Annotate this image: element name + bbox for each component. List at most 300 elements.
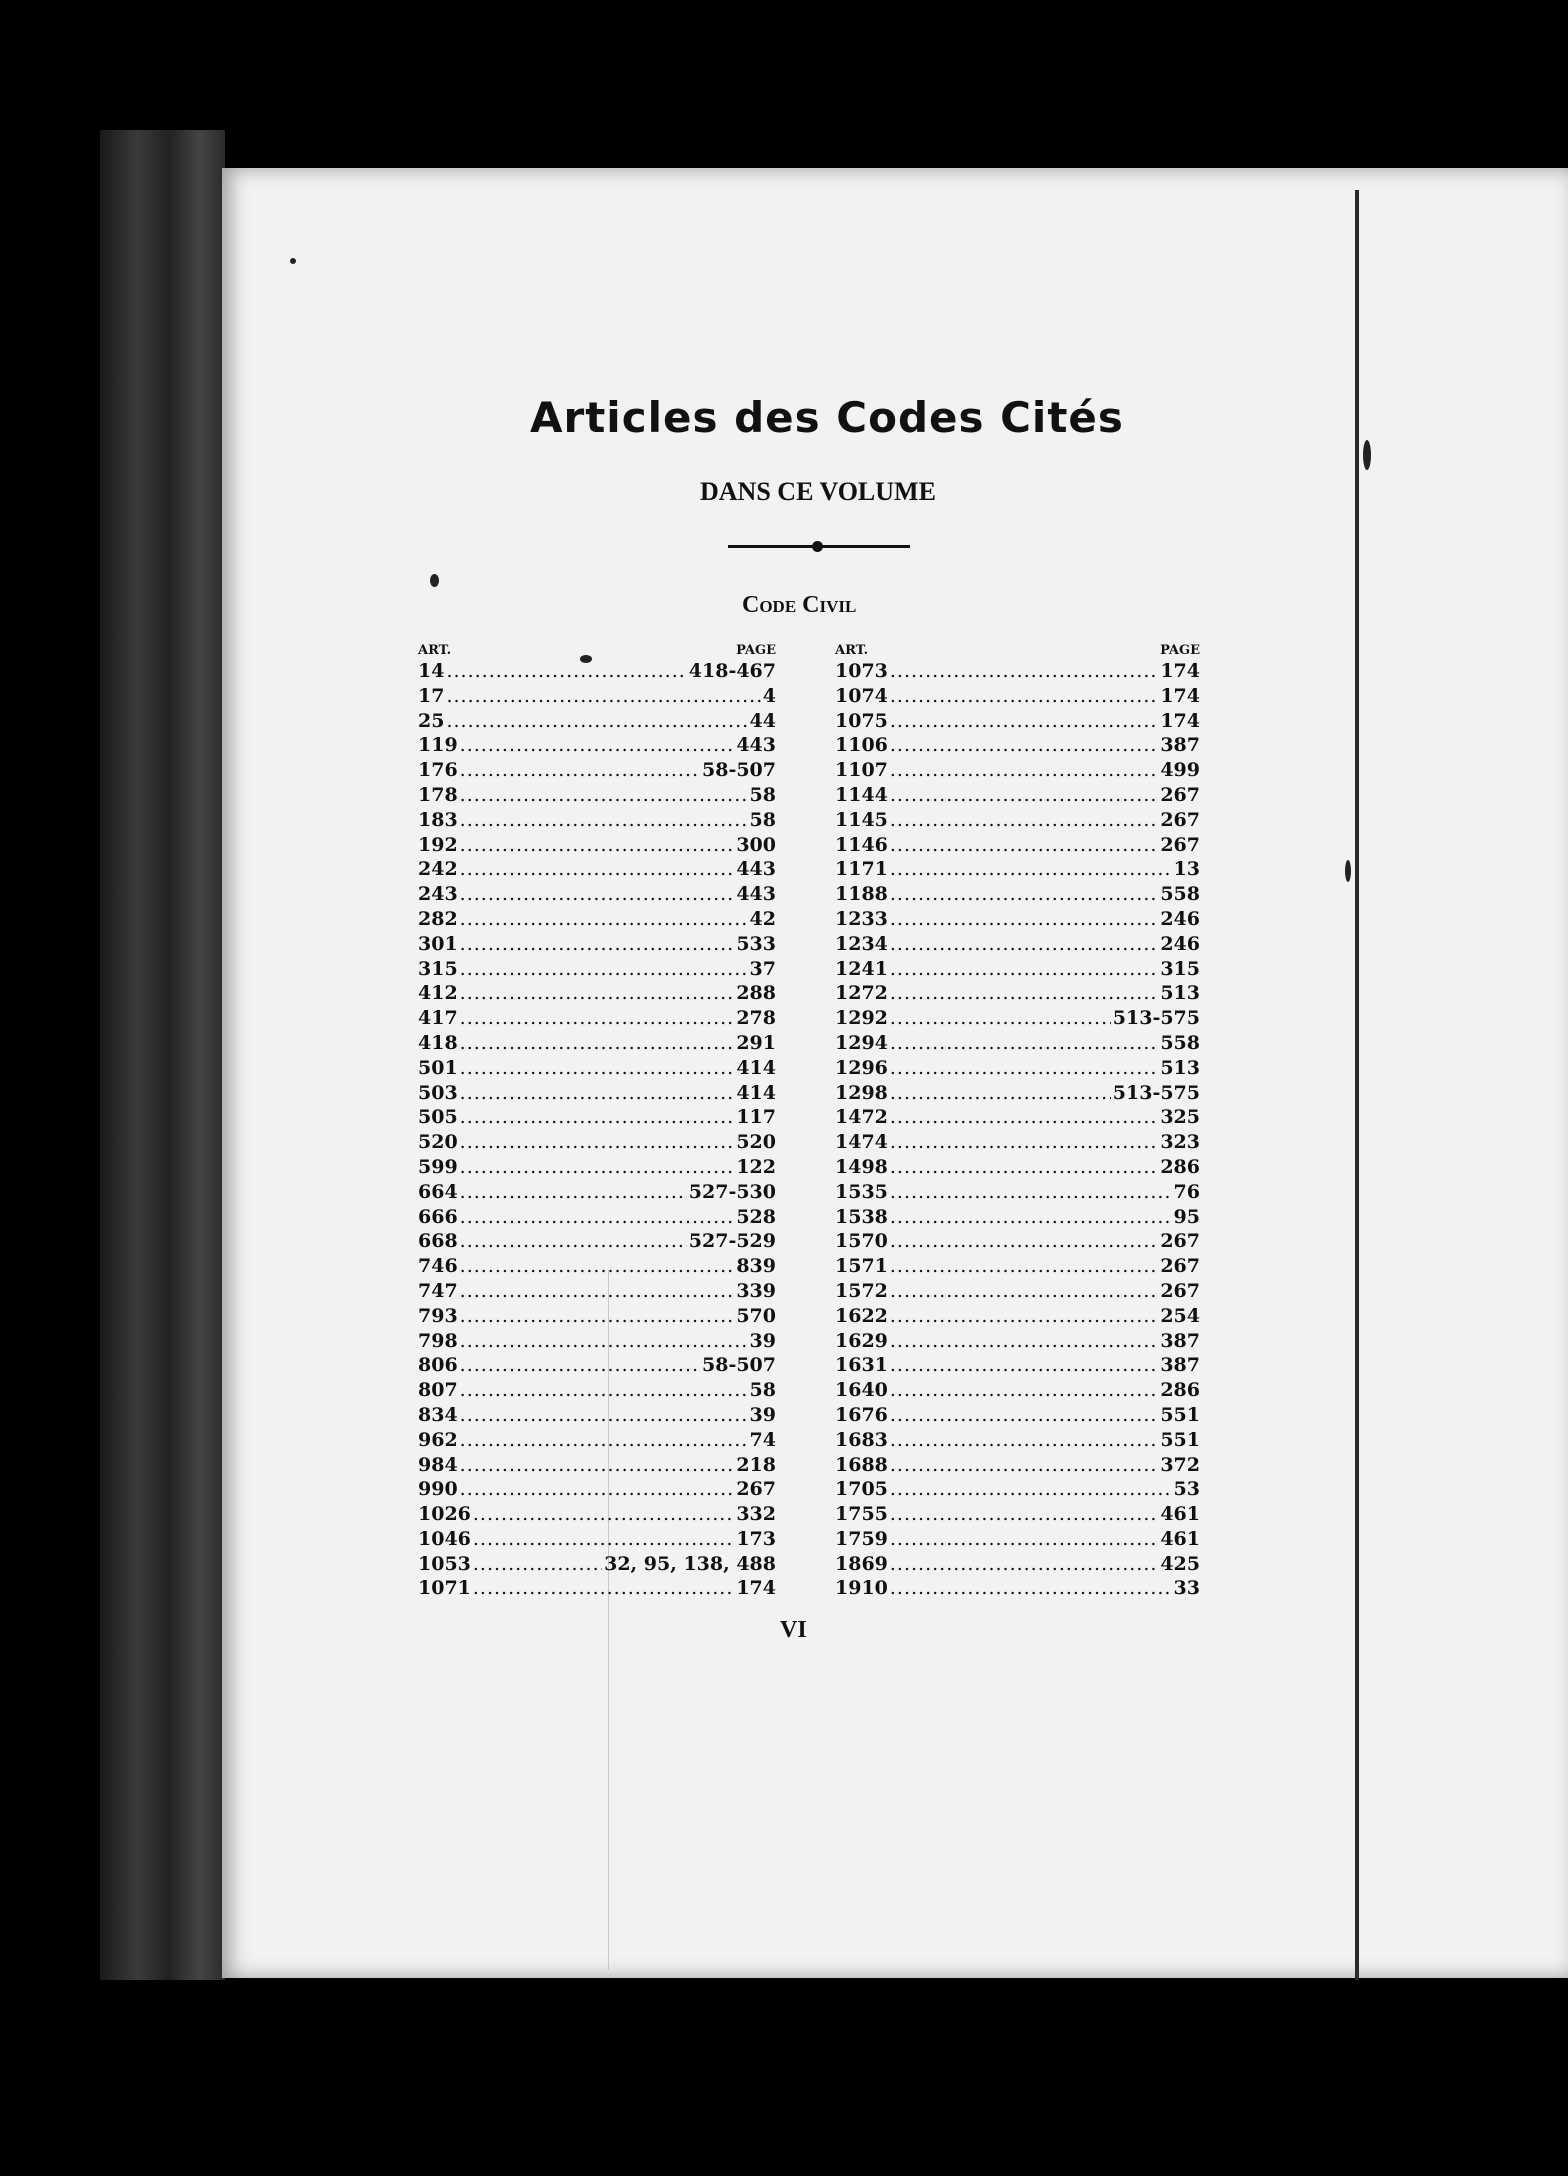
- article-number: 505: [418, 1106, 458, 1129]
- index-row: [835, 1130, 1200, 1155]
- page-reference: 267: [1160, 1255, 1200, 1278]
- dot-leader: [890, 659, 1158, 684]
- page-speck: [290, 258, 296, 264]
- index-row: [418, 1130, 776, 1155]
- index-row: [835, 1155, 1200, 1180]
- dot-leader: [890, 1576, 1172, 1601]
- dot-leader: [890, 857, 1172, 882]
- dot-leader: [460, 733, 735, 758]
- index-row: [418, 1304, 776, 1329]
- article-number: 1472: [835, 1106, 888, 1129]
- article-number: 1869: [835, 1552, 888, 1575]
- article-number: 1046: [418, 1527, 471, 1550]
- index-rows: [418, 659, 776, 1601]
- article-number: 990: [418, 1478, 458, 1501]
- article-number: 119: [418, 734, 458, 757]
- index-row: [835, 981, 1200, 1006]
- dot-leader: [890, 882, 1158, 907]
- article-number: 668: [418, 1230, 458, 1253]
- index-row: [835, 1081, 1200, 1106]
- index-row: [418, 833, 776, 858]
- dot-leader: [460, 1006, 735, 1031]
- dot-leader: [460, 1279, 735, 1304]
- article-number: 1146: [835, 833, 888, 856]
- dot-leader: [890, 1378, 1158, 1403]
- index-row: [835, 1552, 1200, 1577]
- index-row: [835, 1378, 1200, 1403]
- article-number: 1107: [835, 759, 888, 782]
- dot-leader: [446, 659, 686, 684]
- dot-leader: [460, 857, 735, 882]
- page-reference: 218: [736, 1453, 776, 1476]
- page-reference: 461: [1160, 1527, 1200, 1550]
- dot-leader: [460, 1453, 735, 1478]
- dot-leader: [890, 1502, 1158, 1527]
- index-row: [835, 1329, 1200, 1354]
- page-reference: 339: [736, 1279, 776, 1302]
- dot-leader: [890, 1428, 1158, 1453]
- dot-leader: [460, 1378, 748, 1403]
- page-reference: 254: [1160, 1304, 1200, 1327]
- article-number: 301: [418, 932, 458, 955]
- page-number: VI: [780, 1617, 807, 1643]
- index-row: [418, 1329, 776, 1354]
- index-row: [418, 1378, 776, 1403]
- article-number: 1294: [835, 1031, 888, 1054]
- index-row: [418, 709, 776, 734]
- book-edge: [100, 130, 225, 1980]
- article-number: 746: [418, 1255, 458, 1278]
- dot-leader: [460, 1229, 687, 1254]
- article-number: 1622: [835, 1304, 888, 1327]
- index-row: [835, 1205, 1200, 1230]
- page-reference: 44: [749, 709, 776, 732]
- article-number: 1683: [835, 1428, 888, 1451]
- page-reference: 372: [1160, 1453, 1200, 1476]
- page-reference: 325: [1160, 1106, 1200, 1129]
- index-row: [835, 857, 1200, 882]
- page-reference: 323: [1160, 1131, 1200, 1154]
- page-reference: 513: [1160, 1056, 1200, 1079]
- index-row: [418, 1056, 776, 1081]
- dot-leader: [890, 808, 1158, 833]
- dot-leader: [460, 1254, 735, 1279]
- page-reference: 520: [736, 1131, 776, 1154]
- page-reference: 53: [1173, 1478, 1200, 1501]
- index-row: [418, 1527, 776, 1552]
- article-number: 1234: [835, 932, 888, 955]
- page-reference: 839: [736, 1255, 776, 1278]
- page-reference: 58: [749, 808, 776, 831]
- page-reference: 513-575: [1112, 1007, 1200, 1030]
- page-subtitle: DANS CE VOLUME: [700, 477, 936, 506]
- index-row: [835, 1006, 1200, 1031]
- dot-leader: [890, 1006, 1111, 1031]
- column-header: [835, 643, 1200, 659]
- index-row: [418, 1552, 776, 1577]
- page-reference: 513-575: [1112, 1081, 1200, 1104]
- art-header: ART.: [418, 643, 452, 658]
- index-row: [418, 1477, 776, 1502]
- dot-leader: [460, 1353, 700, 1378]
- page-reference: 387: [1160, 1329, 1200, 1352]
- index-row: [418, 1155, 776, 1180]
- page-reference: 267: [1160, 833, 1200, 856]
- article-number: 17: [418, 684, 445, 707]
- page-reference: 551: [1160, 1403, 1200, 1426]
- index-row: [835, 1428, 1200, 1453]
- dot-leader: [890, 709, 1158, 734]
- article-number: 501: [418, 1056, 458, 1079]
- page-header: PAGE: [1160, 643, 1200, 658]
- page-reference: 527-529: [688, 1230, 776, 1253]
- dot-leader: [890, 733, 1158, 758]
- index-row: [418, 1105, 776, 1130]
- page-reference: 286: [1160, 1379, 1200, 1402]
- page-reference: 33: [1173, 1577, 1200, 1600]
- article-number: 984: [418, 1453, 458, 1476]
- article-number: 1073: [835, 660, 888, 682]
- dot-leader: [460, 882, 735, 907]
- index-row: [418, 882, 776, 907]
- dot-leader: [890, 1527, 1158, 1552]
- dot-leader: [460, 957, 748, 982]
- dot-leader: [890, 1353, 1158, 1378]
- dot-leader: [446, 684, 760, 709]
- dot-leader: [890, 1329, 1158, 1354]
- page-reference: 443: [736, 858, 776, 881]
- page-reference: 58-507: [702, 1354, 776, 1377]
- page-reference: 173: [736, 1527, 776, 1550]
- page-reference: 558: [1160, 883, 1200, 906]
- article-number: 282: [418, 907, 458, 930]
- index-row: [835, 783, 1200, 808]
- page-reference: 418-467: [688, 660, 776, 682]
- index-row: [835, 684, 1200, 709]
- article-number: 1071: [418, 1577, 471, 1600]
- page-reference: 414: [736, 1081, 776, 1104]
- index-row: [835, 957, 1200, 982]
- index-row: [835, 1105, 1200, 1130]
- dot-leader: [890, 1453, 1158, 1478]
- article-number: 1106: [835, 734, 888, 757]
- article-number: 1631: [835, 1354, 888, 1377]
- article-number: 1145: [835, 808, 888, 831]
- article-number: 1535: [835, 1180, 888, 1203]
- index-row: [418, 659, 776, 684]
- index-row: [835, 808, 1200, 833]
- article-number: 503: [418, 1081, 458, 1104]
- dot-leader: [460, 1130, 735, 1155]
- dot-leader: [460, 1477, 735, 1502]
- dot-leader: [890, 684, 1158, 709]
- page-reference: 4: [762, 684, 776, 707]
- article-number: 666: [418, 1205, 458, 1228]
- page-reference: 387: [1160, 734, 1200, 757]
- article-number: 176: [418, 759, 458, 782]
- index-row: [418, 1403, 776, 1428]
- index-row: [418, 783, 776, 808]
- page-speck: [1345, 860, 1351, 882]
- dot-leader: [473, 1527, 734, 1552]
- dot-leader: [460, 783, 748, 808]
- article-number: 243: [418, 883, 458, 906]
- page-reference: 414: [736, 1056, 776, 1079]
- page-reference: 288: [736, 982, 776, 1005]
- index-row: [835, 907, 1200, 932]
- dot-leader: [473, 1552, 602, 1577]
- dot-leader: [460, 1155, 735, 1180]
- index-row: [835, 1229, 1200, 1254]
- dot-leader: [460, 1031, 735, 1056]
- article-number: 412: [418, 982, 458, 1005]
- article-number: 793: [418, 1304, 458, 1327]
- index-row: [418, 1006, 776, 1031]
- article-number: 664: [418, 1180, 458, 1203]
- page-reference: 499: [1160, 759, 1200, 782]
- dot-leader: [460, 907, 748, 932]
- section-heading: Code Civil: [742, 592, 857, 618]
- page-reference: 558: [1160, 1031, 1200, 1054]
- page-reference: 528: [736, 1205, 776, 1228]
- dot-leader: [446, 709, 747, 734]
- index-row: [835, 932, 1200, 957]
- article-number: 1188: [835, 883, 888, 906]
- dot-leader: [890, 1180, 1172, 1205]
- article-number: 192: [418, 833, 458, 856]
- dot-leader: [890, 758, 1158, 783]
- article-number: 1272: [835, 982, 888, 1005]
- article-number: 962: [418, 1428, 458, 1451]
- index-row: [418, 684, 776, 709]
- article-number: 1053: [418, 1552, 471, 1575]
- dot-leader: [473, 1576, 734, 1601]
- ornament-dot: [812, 541, 823, 552]
- page-reference: 76: [1173, 1180, 1200, 1203]
- page-reference: 551: [1160, 1428, 1200, 1451]
- index-row: [418, 808, 776, 833]
- column-header: [418, 643, 776, 659]
- index-row: [418, 1576, 776, 1601]
- page-reference: 267: [1160, 1230, 1200, 1253]
- dot-leader: [890, 1552, 1158, 1577]
- article-number: 178: [418, 783, 458, 806]
- article-number: 1075: [835, 709, 888, 732]
- article-number: 1572: [835, 1279, 888, 1302]
- index-row: [418, 1254, 776, 1279]
- page-reference: 286: [1160, 1155, 1200, 1178]
- dot-leader: [460, 932, 735, 957]
- index-column-left: [418, 643, 776, 1601]
- index-row: [835, 1304, 1200, 1329]
- page-reference: 246: [1160, 907, 1200, 930]
- dot-leader: [460, 1428, 748, 1453]
- page-reference: 37: [749, 957, 776, 980]
- page-reference: 174: [1160, 709, 1200, 732]
- art-header: ART.: [835, 643, 869, 658]
- page-reference: 527-530: [688, 1180, 776, 1203]
- dot-leader: [460, 1329, 748, 1354]
- article-number: 1292: [835, 1007, 888, 1030]
- index-row: [418, 1180, 776, 1205]
- dot-leader: [473, 1502, 734, 1527]
- dot-leader: [890, 1304, 1158, 1329]
- index-row: [835, 1576, 1200, 1601]
- page-reference: 278: [736, 1007, 776, 1030]
- index-rows: [835, 659, 1200, 1601]
- page-speck: [430, 574, 439, 587]
- page-reference: 387: [1160, 1354, 1200, 1377]
- dot-leader: [890, 1477, 1172, 1502]
- dot-leader: [890, 1403, 1158, 1428]
- index-row: [835, 1502, 1200, 1527]
- gutter-line: [1355, 190, 1359, 1980]
- article-number: 25: [418, 709, 445, 732]
- page-reference: 117: [736, 1106, 776, 1129]
- dot-leader: [890, 1279, 1158, 1304]
- page-reference: 315: [1160, 957, 1200, 980]
- article-number: 1171: [835, 858, 888, 881]
- page-reference: 267: [1160, 808, 1200, 831]
- page-reference: 443: [736, 734, 776, 757]
- page-reference: 39: [749, 1403, 776, 1426]
- page-reference: 513: [1160, 982, 1200, 1005]
- dot-leader: [460, 1180, 687, 1205]
- page-reference: 122: [736, 1155, 776, 1178]
- article-number: 315: [418, 957, 458, 980]
- page-reference: 267: [736, 1478, 776, 1501]
- index-row: [418, 1428, 776, 1453]
- index-row: [418, 1081, 776, 1106]
- article-number: 418: [418, 1031, 458, 1054]
- dot-leader: [460, 1205, 735, 1230]
- article-number: 834: [418, 1403, 458, 1426]
- article-number: 1705: [835, 1478, 888, 1501]
- article-number: 1538: [835, 1205, 888, 1228]
- article-number: 747: [418, 1279, 458, 1302]
- page-reference: 58: [749, 783, 776, 806]
- index-row: [418, 907, 776, 932]
- index-row: [418, 957, 776, 982]
- dot-leader: [890, 1031, 1158, 1056]
- article-number: 1298: [835, 1081, 888, 1104]
- index-row: [418, 758, 776, 783]
- article-number: 520: [418, 1131, 458, 1154]
- index-row: [418, 1353, 776, 1378]
- page-reference: 533: [736, 932, 776, 955]
- article-number: 14: [418, 660, 445, 682]
- dot-leader: [460, 1081, 735, 1106]
- article-number: 242: [418, 858, 458, 881]
- index-row: [418, 857, 776, 882]
- article-number: 417: [418, 1007, 458, 1030]
- article-number: 1570: [835, 1230, 888, 1253]
- article-number: 1640: [835, 1379, 888, 1402]
- dot-leader: [890, 907, 1158, 932]
- dot-leader: [460, 833, 735, 858]
- dot-leader: [460, 1403, 748, 1428]
- page-reference: 461: [1160, 1503, 1200, 1526]
- index-row: [418, 733, 776, 758]
- article-number: 1629: [835, 1329, 888, 1352]
- dot-leader: [890, 1056, 1158, 1081]
- index-row: [418, 1229, 776, 1254]
- page-reference: 74: [749, 1428, 776, 1451]
- index-row: [418, 1031, 776, 1056]
- index-row: [835, 1477, 1200, 1502]
- dot-leader: [890, 1105, 1158, 1130]
- dot-leader: [460, 1056, 735, 1081]
- dot-leader: [890, 1155, 1158, 1180]
- dot-leader: [460, 1105, 735, 1130]
- index-row: [418, 1453, 776, 1478]
- page-reference: 174: [1160, 684, 1200, 707]
- article-number: 183: [418, 808, 458, 831]
- page-reference: 291: [736, 1031, 776, 1054]
- article-number: 1144: [835, 783, 888, 806]
- index-row: [418, 1502, 776, 1527]
- dot-leader: [890, 1254, 1158, 1279]
- index-row: [418, 1205, 776, 1230]
- index-row: [835, 733, 1200, 758]
- dot-leader: [460, 808, 748, 833]
- index-row: [835, 1353, 1200, 1378]
- article-number: 798: [418, 1329, 458, 1352]
- article-number: 806: [418, 1354, 458, 1377]
- page-speck: [1363, 440, 1371, 470]
- page-reference: 32, 95, 138, 488: [604, 1552, 776, 1575]
- index-row: [835, 758, 1200, 783]
- page-title: Articles des Codes Cités: [530, 393, 1124, 442]
- page-header: PAGE: [736, 643, 776, 658]
- index-row: [835, 709, 1200, 734]
- article-number: 807: [418, 1379, 458, 1402]
- index-row: [418, 932, 776, 957]
- index-row: [835, 833, 1200, 858]
- index-row: [835, 882, 1200, 907]
- article-number: 1233: [835, 907, 888, 930]
- dot-leader: [890, 1130, 1158, 1155]
- dot-leader: [890, 833, 1158, 858]
- page-reference: 42: [749, 907, 776, 930]
- index-row: [835, 1453, 1200, 1478]
- article-number: 1026: [418, 1503, 471, 1526]
- article-number: 1676: [835, 1403, 888, 1426]
- page-reference: 443: [736, 883, 776, 906]
- index-column-right: [835, 643, 1200, 1601]
- page-reference: 267: [1160, 783, 1200, 806]
- article-number: 1755: [835, 1503, 888, 1526]
- article-number: 1910: [835, 1577, 888, 1600]
- article-number: 1296: [835, 1056, 888, 1079]
- page-reference: 58: [749, 1379, 776, 1402]
- dot-leader: [890, 957, 1158, 982]
- article-number: 1498: [835, 1155, 888, 1178]
- page-reference: 425: [1160, 1552, 1200, 1575]
- dot-leader: [890, 932, 1158, 957]
- index-row: [835, 1279, 1200, 1304]
- page-reference: 95: [1173, 1205, 1200, 1228]
- index-row: [835, 1031, 1200, 1056]
- page-reference: 13: [1173, 858, 1200, 881]
- index-row: [835, 1056, 1200, 1081]
- article-number: 1688: [835, 1453, 888, 1476]
- page-reference: 58-507: [702, 759, 776, 782]
- page-reference: 39: [749, 1329, 776, 1352]
- index-row: [835, 1254, 1200, 1279]
- page-reference: 332: [736, 1503, 776, 1526]
- page-reference: 174: [1160, 660, 1200, 682]
